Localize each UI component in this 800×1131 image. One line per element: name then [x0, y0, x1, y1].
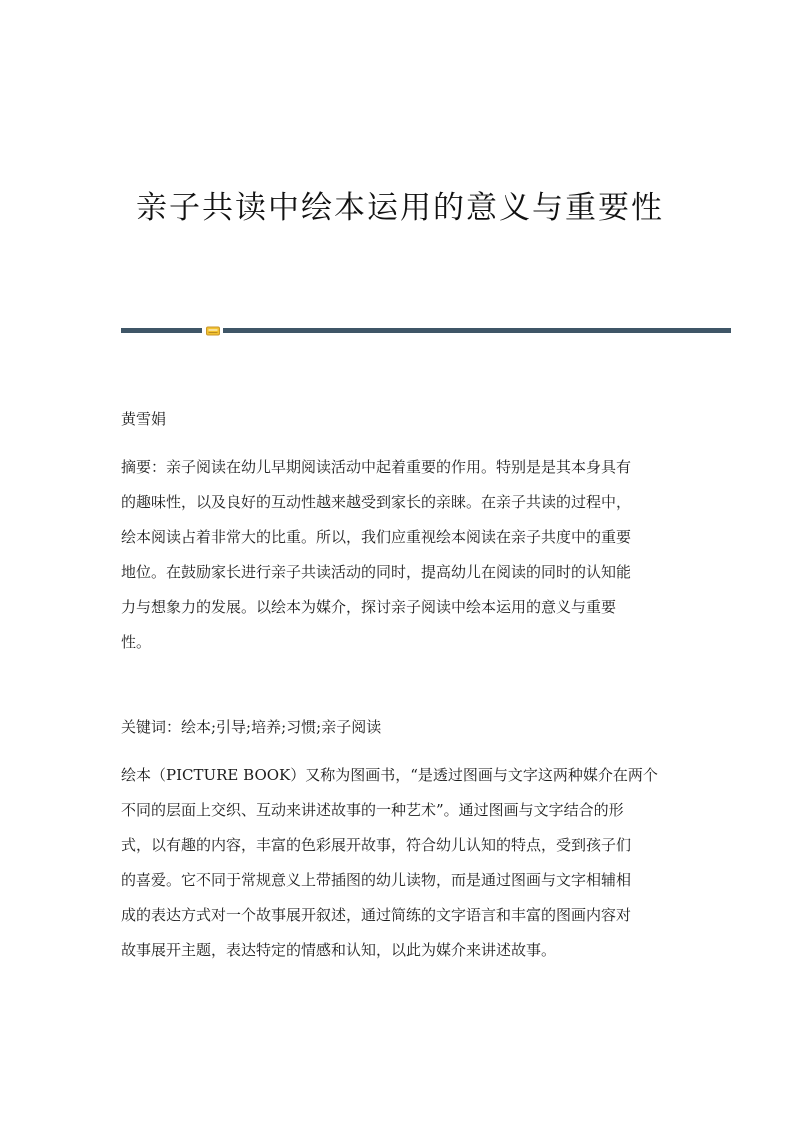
abstract-line: 地位。在鼓励家长进行亲子共读活动的同时，提高幼儿在阅读的同时的认知能: [121, 563, 632, 581]
abstract-line: 绘本阅读占着非常大的比重。所以，我们应重视绘本阅读在亲子共度中的重要: [121, 528, 632, 546]
pencil-ornament-icon: [206, 326, 220, 336]
divider-bar-right: [223, 328, 731, 333]
intro-line: 成的表达方式对一个故事展开叙述，通过简练的文字语言和丰富的图画内容对: [121, 906, 632, 924]
intro-line: 故事展开主题，表达特定的情感和认知，以此为媒介来讲述故事。: [121, 941, 557, 959]
title-divider: [121, 326, 731, 334]
divider-bar-left: [121, 328, 202, 333]
intro-line: 不同的层面上交织、互动来讲述故事的一种艺术”。通过图画与文字结合的形: [121, 801, 624, 819]
keywords-line: 关键词：绘本;引导;培养;习惯;亲子阅读: [121, 718, 382, 736]
abstract-line: 的趣味性，以及良好的互动性越来越受到家长的亲睐。在亲子共读的过程中，: [121, 493, 632, 511]
intro-line: 式，以有趣的内容，丰富的色彩展开故事，符合幼儿认知的特点，受到孩子们: [121, 836, 632, 854]
intro-line: 绘本（PICTURE BOOK）又称为图画书，“是透过图画与文字这两种媒介在两个: [121, 766, 658, 784]
abstract-line: 力与想象力的发展。以绘本为媒介，探讨亲子阅读中绘本运用的意义与重要: [121, 598, 617, 616]
abstract-line: 摘要：亲子阅读在幼儿早期阅读活动中起着重要的作用。特别是是其本身具有: [121, 458, 632, 476]
abstract-line: 性。: [121, 633, 152, 651]
intro-line: 的喜爱。它不同于常规意义上带插图的幼儿读物，而是通过图画与文字相辅相: [121, 871, 632, 889]
page-title: 亲子共读中绘本运用的意义与重要性: [136, 190, 664, 226]
abstract-paragraph: [121, 450, 681, 660]
intro-paragraph: [121, 758, 681, 968]
author-name: 黄雪娟: [121, 410, 167, 428]
